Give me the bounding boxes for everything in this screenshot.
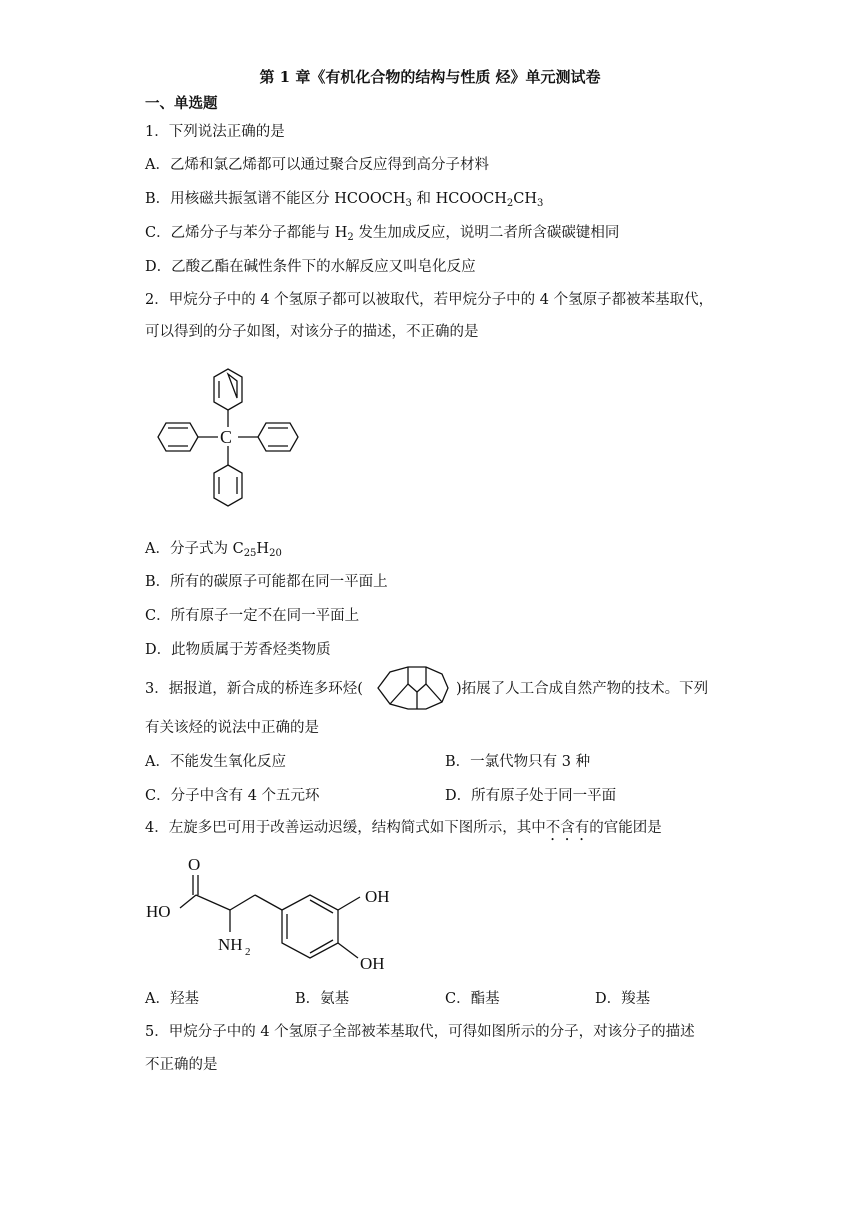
tetraphenylmethane-structure [140,355,320,525]
q3-option-c: C．分子中含有 4 个五元环 [145,788,320,804]
q4-option-c: C．酯基 [445,991,500,1007]
q1-stem: 1．下列说法正确的是 [145,124,285,140]
q3-option-a: A．不能发生氧化反应 [145,754,286,770]
bridged-polycyclic-structure [372,664,454,712]
q2-option-c: C．所有原子一定不在同一平面上 [145,608,360,624]
q2-stem-line2: 可以得到的分子如图，对该分子的描述，不正确的是 [145,324,479,340]
q2-option-d: D．此物质属于芳香烃类物质 [145,642,331,658]
svg-text:2: 2 [245,946,251,958]
q3-stem-line2: 有关该烃的说法中正确的是 [145,720,319,736]
q2-stem-line1: 2．甲烷分子中的 4 个氢原子都可以被取代，若甲烷分子中的 4 个氢原子都被苯基取代， [145,292,714,308]
levodopa-structure [140,850,400,975]
q1-option-a: A．乙烯和氯乙烯都可以通过聚合反应得到高分子材料 [145,157,489,173]
q2-option-b: B．所有的碳原子可能都在同一平面上 [145,574,388,590]
svg-text:OH: OH [360,954,385,973]
q5-stem-line2: 不正确的是 [145,1057,218,1073]
svg-text:NH: NH [218,935,243,954]
q3-option-d: D．所有原子处于同一平面 [445,788,617,804]
q3-stem-pre: 3．据报道，新合成的桥连多环烃( [145,681,363,697]
central-carbon-label: C [220,427,233,447]
q1-option-d: D．乙酸乙酯在碱性条件下的水解反应又叫皂化反应 [145,259,476,275]
q1-option-c: C．乙烯分子与苯分子都能与 $H_2$ 发生加成反应，说明二者所含碳碳键相同 [145,225,620,243]
svg-text:HO: HO [146,902,171,921]
q1-option-b: B．用核磁共振氢谱不能区分 $HCOOCH_3$ 和 $HCOOCH_2CH_3$ [145,191,544,209]
svg-text:OH: OH [365,887,390,906]
q3-option-b: B．一氯代物只有 3 种 [445,754,591,770]
q2-option-a: A．分子式为 $C_{25}H_{20}$ [145,541,282,559]
q4-stem: 4．左旋多巴可用于改善运动迟缓，结构简式如下图所示，其中不含有的官能团是 [145,820,662,836]
section-heading: 一、单选题 [145,95,218,112]
emphasized-text: 不含有 [545,820,590,836]
q4-option-d: D．羧基 [595,991,651,1007]
svg-text:O: O [188,855,201,874]
page-title: 第 1 章《有机化合物的结构与性质 烃》单元测试卷 [259,68,601,86]
q4-option-a: A．羟基 [145,991,199,1007]
q5-stem-line1: 5．甲烷分子中的 4 个氢原子全部被苯基取代，可得如图所示的分子，对该分子的描述 [145,1024,695,1040]
q4-option-b: B．氨基 [295,991,350,1007]
q3-stem-post: )拓展了人工合成自然产物的技术。下列 [456,681,709,697]
